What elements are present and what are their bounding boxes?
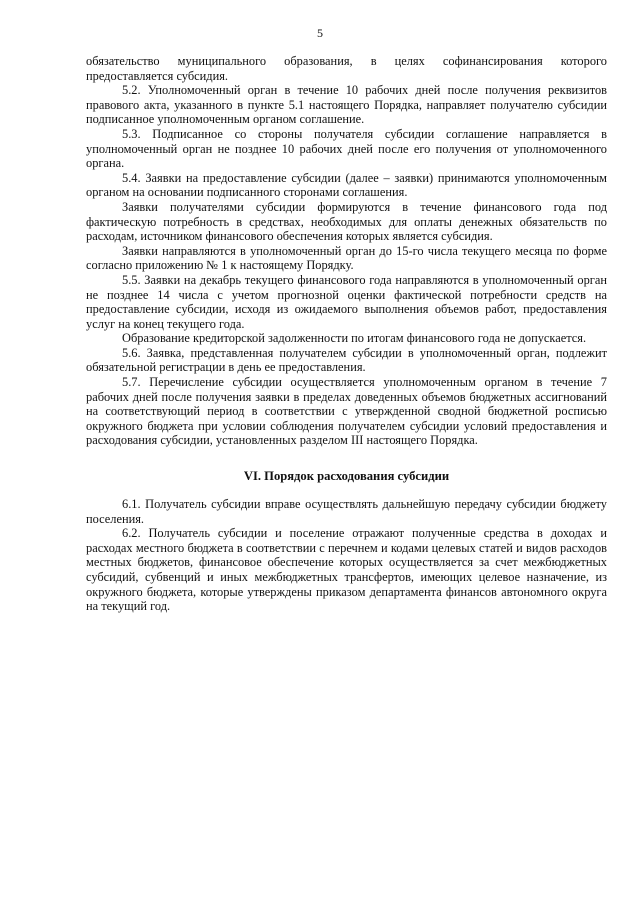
section-heading-6: VI. Порядок расходования субсидии [243,469,450,484]
paragraph-5-3: 5.3. Подписанное со стороны получателя субсидии соглашение направляется в уполномоченный орган не позднее 10 рабочих дней после его получения от уполномоченного органа. [86,126,607,171]
page-number: 5 [317,26,323,40]
paragraph-6-1: 6.1. Получатель субсидии вправе осуществлять дальнейшую передачу субсидии бюджету поселения. [86,497,607,526]
paragraph-5-1-continuation: обязательство муниципального образования, в целях софинансирования которого предоставляется субсидия. [86,54,607,83]
paragraph-5-4-applications-deadline: Заявки направляются в уполномоченный орган до 15-го числа текущего месяца по форме согласно приложению № 1 к настоящему Порядку. [86,243,607,273]
document-body [86,54,607,614]
paragraph-5-6: 5.6. Заявка, представленная получателем субсидии в уполномоченный орган, подлежит обязательной регистрации в день ее предоставления. [86,345,607,375]
paragraph-5-4: 5.4. Заявки на предоставление субсидии (далее – заявки) принимаются уполномоченным органом на основании подписанного сторонами соглашения. [86,170,607,200]
paragraph-6-2: 6.2. Получатель субсидии и поселение отражают полученные средства в доходах и расходах местного бюджета в соответствии с перечнем и кодами целевых статей и видов расходов местных бюджетов, финансовое обеспечение которых осуществляется за счет межбюджетных субсидий, субвенций и иных межбюджетных трансфертов, имеющих целевое назначение, из окружного бюджета, которые утверждены приказом департамента финансов автономного округа на текущий год. [86,526,607,614]
paragraph-5-5-debt: Образование кредиторской задолженности по итогам финансового года не допускается. [122,331,587,346]
paragraph-5-5: 5.5. Заявки на декабрь текущего финансового года направляются в уполномоченный орган не позднее 14 числа с учетом прогнозной оценки фактической потребности средств на предоставление субсидии, исходя из ожидаемого выполнения объемов работ, предоставления услуг на конец текущего года. [86,272,607,331]
paragraph-5-4-applications-formation: Заявки получателями субсидии формируются в течение финансового года под фактическую потребность в средствах, необходимых для оплаты денежных обязательств по расходам, источником финансового обеспечения которых является субсидия. [86,199,607,244]
paragraph-5-2: 5.2. Уполномоченный орган в течение 10 рабочих дней после получения реквизитов правового акта, указанного в пункте 5.1 настоящего Порядка, направляет получателю субсидии подписанное уполномоченным органом соглашение. [86,83,607,127]
paragraph-5-7: 5.7. Перечисление субсидии осуществляется уполномоченным органом в течение 7 рабочих дней после получения заявки в пределах доведенных объемов бюджетных ассигнований на соответствующий период в соответствии с утвержденной сводной бюджетной росписью окружного бюджета при условии соблюдения получателем субсидии условий предоставления и расходования субсидии, установленных разделом III настоящего Порядка. [86,375,607,448]
